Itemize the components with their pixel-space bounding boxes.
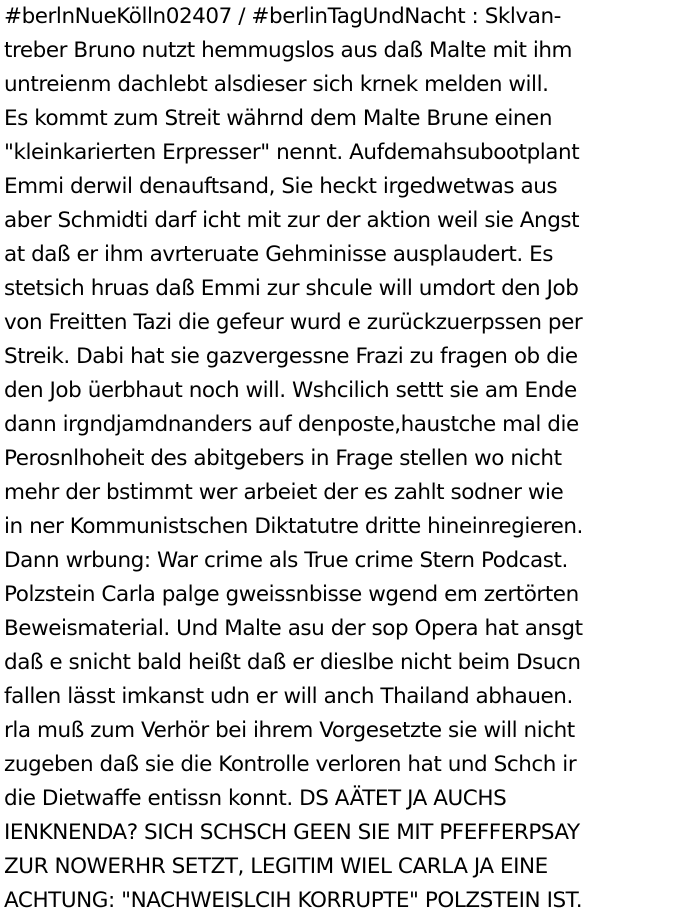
text-line: ACHTUNG: "NACHWEISLCIH KORRUPTE" POLZSTEIN IST. [4, 888, 583, 913]
text-line: fallen lässt imkanst udn er will anch Thailand abhauen. [4, 684, 573, 709]
text-line: at daß er ihm avrteruate Gehminisse ausplaudert. Es [4, 242, 554, 267]
text-line: untreienm dachlebt alsdieser sich krnek melden will. [4, 72, 549, 97]
text-line: zugeben daß sie die Kontrolle verloren hat und Schch ir [4, 752, 577, 777]
text-line: aber Schmidti darf icht mit zur der aktion weil sie Angst [4, 208, 580, 233]
text-line: Perosnlhoheit des abitgebers in Frage stellen wo nicht [4, 446, 562, 471]
text-line: stetsich hruas daß Emmi zur shcule will umdort den Job [4, 276, 579, 301]
text-line: ZUR NOWERHR SETZT, LEGITIM WIEL CARLA JA EINE [4, 854, 548, 879]
document-text [4, 0, 682, 918]
text-line: Polzstein Carla palge gweissnbisse wgend em zertörten [4, 582, 579, 607]
text-line: #berlnNueKölln02407 / #berlinTagUndNacht : Sklvan- [4, 4, 561, 29]
text-line: mehr der bstimmt wer arbeiet der es zahlt sodner wie [4, 480, 564, 505]
text-line: IENKNENDA? SICH SCHSCH GEEN SIE MIT PFEFFERPSAY [4, 820, 580, 845]
text-line: die Dietwaffe entissn konnt. DS AÄTET JA AUCHS [4, 786, 507, 811]
text-line: Es kommt zum Streit währnd dem Malte Brune einen [4, 106, 552, 131]
text-line: Dann wrbung: War crime als True crime Stern Podcast. [4, 548, 568, 573]
text-line: "kleinkarierten Erpresser" nennt. Aufdemahsubootplant [4, 140, 580, 165]
text-line: den Job üerbhaut noch will. Wshcilich settt sie am Ende [4, 378, 577, 403]
text-line: rla muß zum Verhör bei ihrem Vorgesetzte sie will nicht [4, 718, 575, 743]
text-line: Emmi derwil denauftsand, Sie heckt irgedwetwas aus [4, 174, 558, 199]
text-line: treber Bruno nutzt hemmugslos aus daß Malte mit ihm [4, 38, 573, 63]
text-line: in ner Kommunistschen Diktatutre dritte hineinregieren. [4, 514, 583, 539]
text-line: daß e snicht bald heißt daß er dieslbe nicht beim Dsucn [4, 650, 581, 675]
text-line: von Freitten Tazi die gefeur wurd e zurückzuerpssen per [4, 310, 583, 335]
text-line: Beweismaterial. Und Malte asu der sop Opera hat ansgt [4, 616, 583, 641]
text-line: Streik. Dabi hat sie gazvergessne Frazi zu fragen ob die [4, 344, 578, 369]
text-line: dann irgndjamdnanders auf denposte,haustche mal die [4, 412, 579, 437]
